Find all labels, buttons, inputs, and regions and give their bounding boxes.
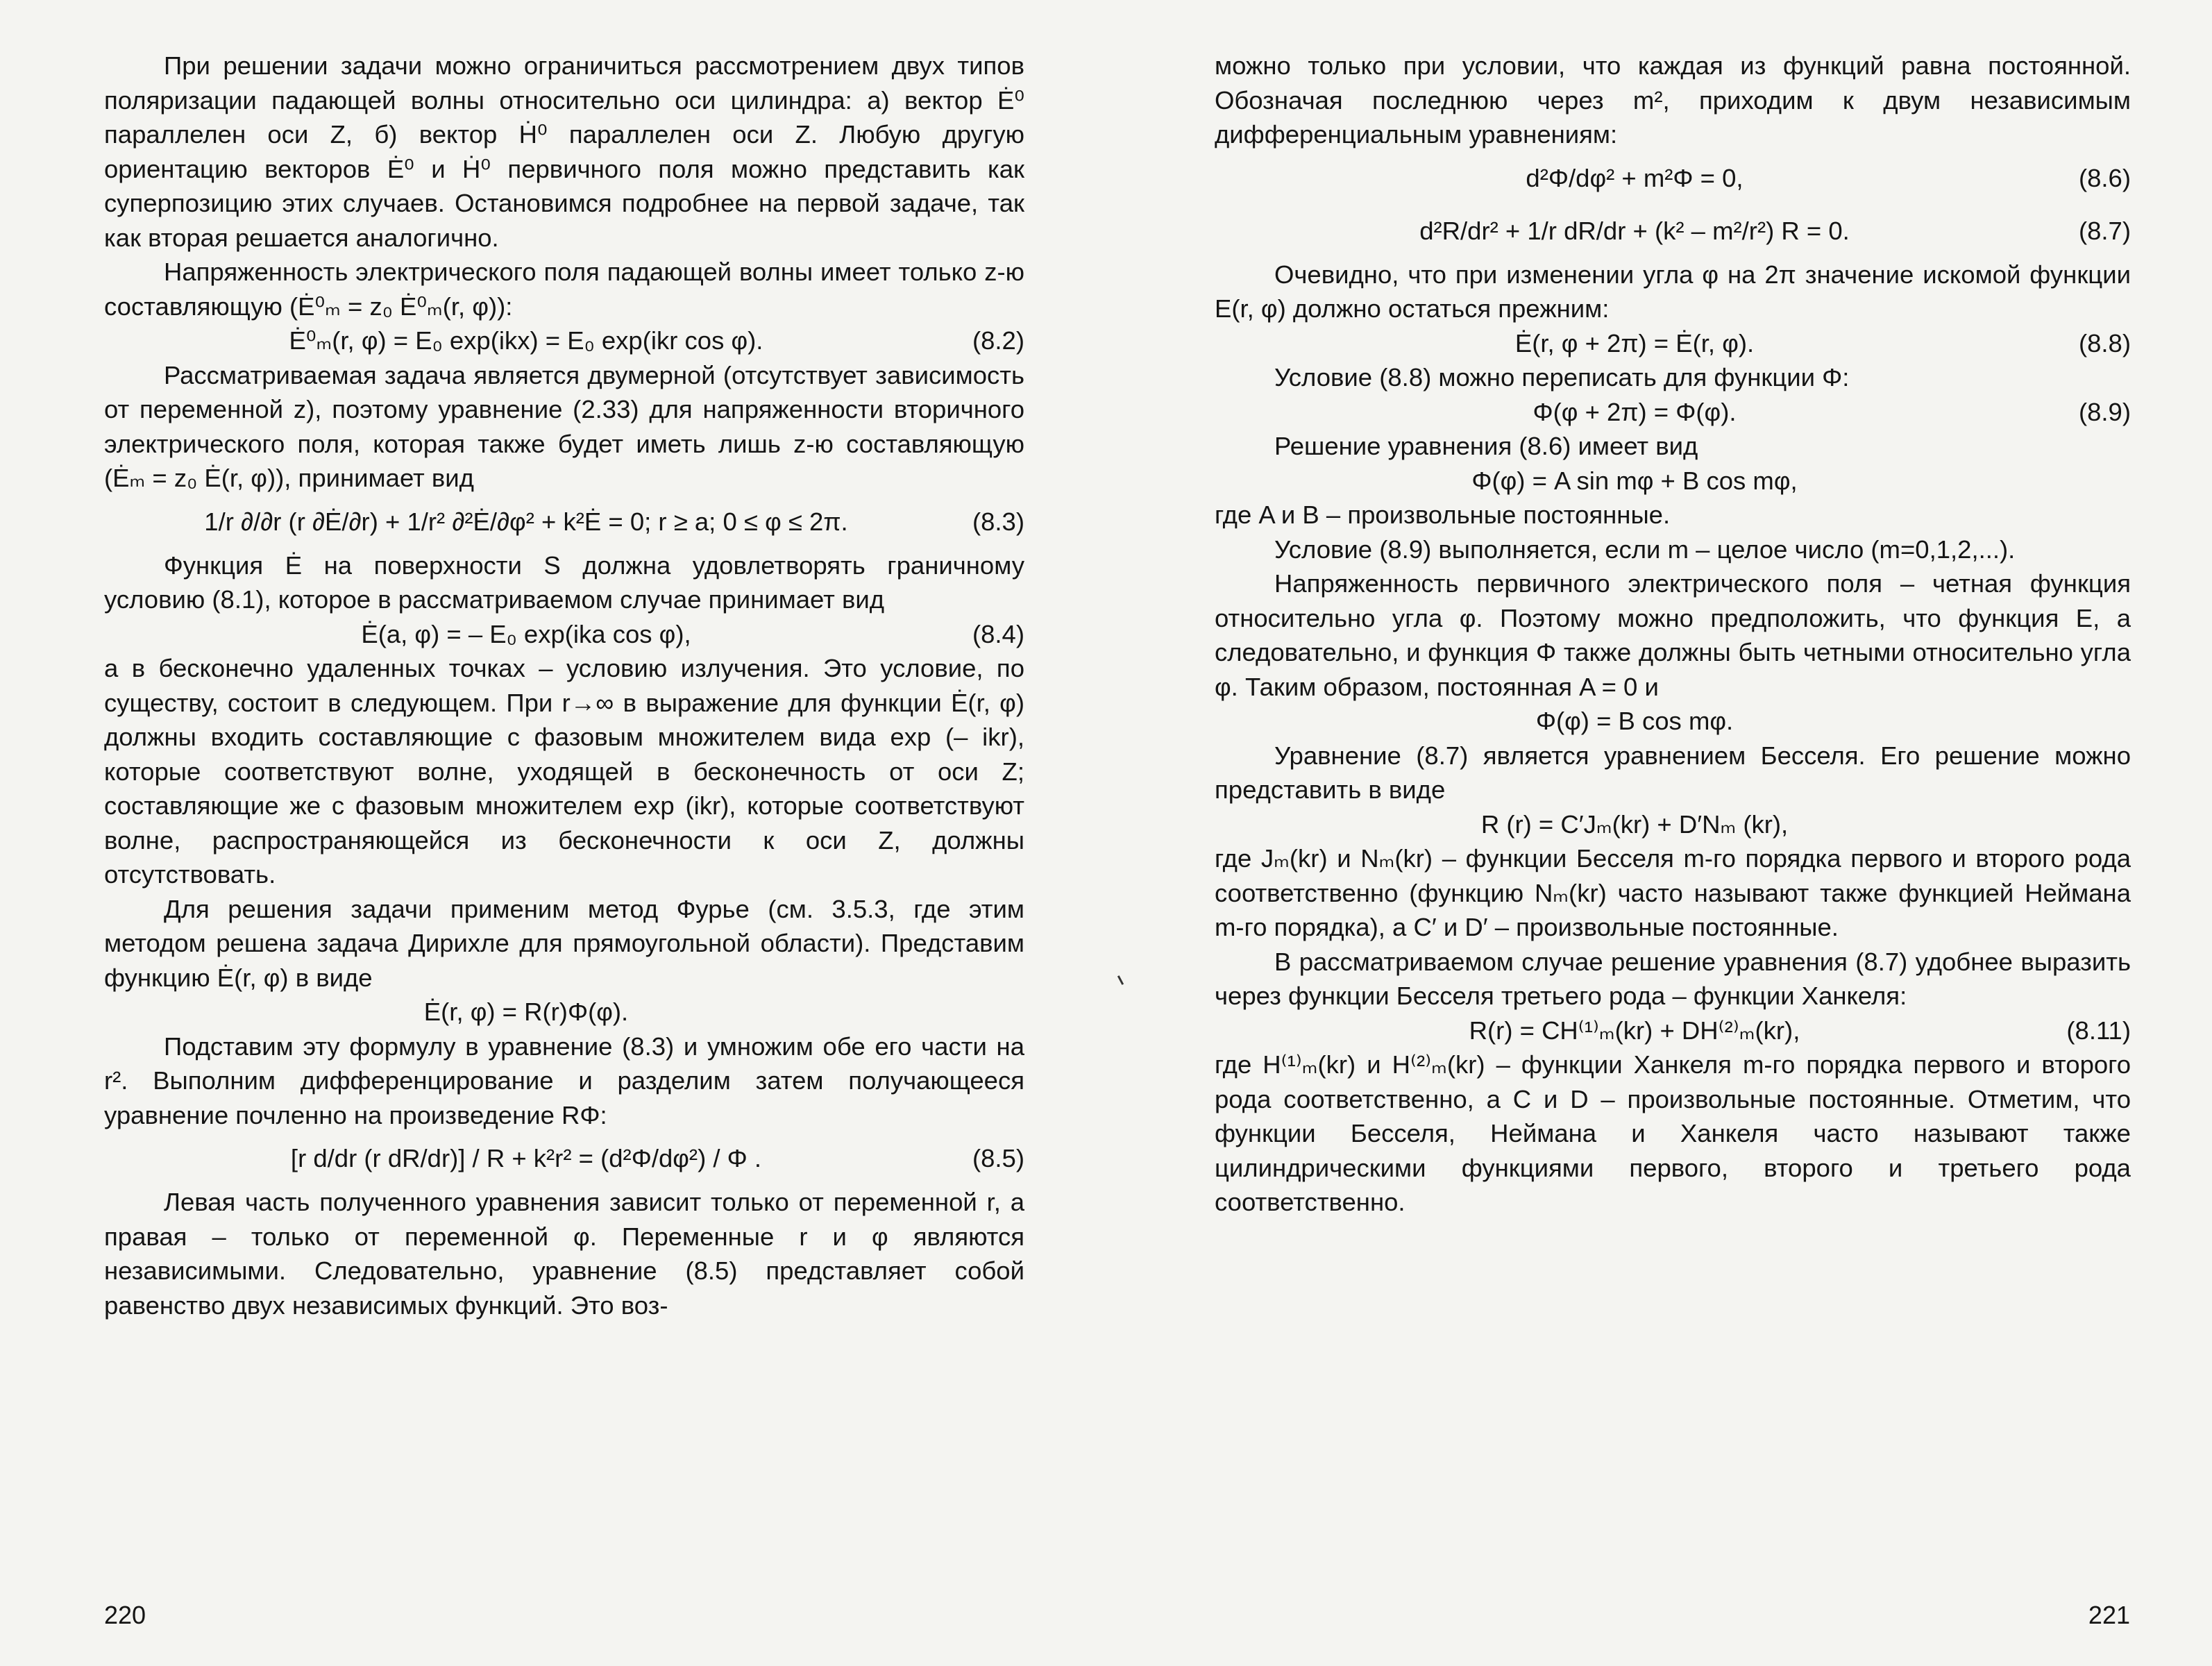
paragraph: При решении задачи можно ограничиться рассмотрением двух типов поляризации падающей волны относительно оси цилиндра: а) вектор Ė⁰ параллелен оси Z, б) вектор Ḣ⁰ параллелен оси Z. Любую другую ориентацию векторов Ė⁰ и Ḣ⁰ первичного поля можно представить как суперпозицию этих случаев. Остановимся подробнее на первой задаче, так как вторая решается аналогично. (104, 51, 1024, 252)
paragraph: где H⁽¹⁾ₘ(kr) и H⁽²⁾ₘ(kr) – функции Ханкеля m-го порядка первого и второго рода соответственно, а C и D – произвольные постоянные. Отметим, что функции Бесселя, Неймана и Ханкеля часто называют также цилиндрическими функциями первого, второго и третьего рода соответственно. (1215, 1050, 2131, 1216)
paragraph: Для решения задачи применим метод Фурье (см. 3.5.3, где этим методом решена задача Дирихле для прямоугольной области). Представим функцию Ė(r, φ) в виде (104, 894, 1024, 992)
paragraph: можно только при условии, что каждая из функций равна постоянной. Обозначая последнюю через m², приходим к двум независимым дифференциальным уравнениям: (1215, 51, 2131, 149)
paragraph: а в бесконечно удаленных точках – условию излучения. Это условие, по существу, состоит в следующем. При r→∞ в выражение для функции Ė(r, φ) должны входить составляющие с фазовым множителем вида exp (– ikr), которые соответствуют волне, уходящей в бесконечность от оси Z; составляющие же с фазовым множителем exp (ikr), которые соответствуют волне, распространяющейся из бесконечности к оси Z, должны отсутствовать. (104, 654, 1024, 889)
equation-number: (8.2) (972, 326, 1024, 355)
equation-body: R (r) = C′Jₘ(kr) + D′Nₘ (kr), (1480, 809, 1789, 839)
equation-body: Φ(φ) = B cos mφ. (1535, 707, 1734, 735)
equation-bessel-solution (1215, 807, 2131, 842)
equation-body: Φ(φ) = A sin mφ + B cos mφ, (1471, 466, 1798, 495)
equation-number: (8.7) (2078, 216, 2131, 245)
equation-number: (8.5) (972, 1144, 1024, 1172)
paragraph: Левая часть полученного уравнения зависит только от переменной r, а правая – только от переменной φ. Переменные r и φ являются независимыми. Следовательно, уравнение (8.5) представляет собой равенство двух независимых функций. Это воз- (104, 1188, 1024, 1320)
equation-8-9 (1215, 395, 2131, 430)
equation-number: (8.6) (2078, 163, 2131, 192)
paragraph: Напряженность электрического поля падающей волны имеет только z-ю составляющую (Ė⁰ₘ = z₀ Ė⁰ₘ(r, φ)): (104, 258, 1024, 321)
page-number: 220 (104, 1601, 146, 1629)
equation-phi-general (1215, 464, 2131, 498)
equation-body: [r d/dr (r dR/dr)] / R + k²r² = (d²Φ/dφ²) / Φ . (290, 1144, 762, 1172)
paragraph: Напряженность первичного электрического поля – четная функция относительно угла φ. Поэтому можно предположить, что функция E, а следовательно, и функция Φ также должны быть четными относительно угла φ. Таким образом, постоянная A = 0 и (1215, 569, 2131, 701)
equation-body: 1/r ∂/∂r (r ∂Ė/∂r) + 1/r² ∂²Ė/∂φ² + k²Ė = 0; r ≥ a; 0 ≤ φ ≤ 2π. (204, 507, 848, 536)
paragraph: В рассматриваемом случае решение уравнения (8.7) удобнее выразить через функции Бесселя третьего рода – функции Ханкеля: (1215, 947, 2131, 1010)
paragraph: Функция Ė на поверхности S должна удовлетворять граничному условию (8.1), которое в рассматриваемом случае принимает вид (104, 550, 1024, 614)
equation-number: (8.11) (2066, 1016, 2131, 1045)
equation-8-7 (1215, 205, 2131, 258)
equation-8-6 (1215, 152, 2131, 205)
paragraph: где Jₘ(kr) и Nₘ(kr) – функции Бесселя m-го порядка первого и второго рода соответственно (функцию Nₘ(kr) часто называют также функцией Неймана m-го порядка), а C′ и D′ – произвольные постоянные. (1215, 844, 2131, 941)
equation-8-5 (104, 1132, 1024, 1185)
paragraph: Уравнение (8.7) является уравнением Бесселя. Его решение можно представить в виде (1215, 741, 2131, 804)
right-column (1215, 49, 2131, 1220)
equation-separation (104, 995, 1024, 1029)
equation-phi-even (1215, 704, 2131, 739)
equation-body: Ė(a, φ) = – E₀ exp(ika cos φ), (361, 619, 691, 648)
equation-body: d²R/dr² + 1/r dR/dr + (k² – m²/r²) R = 0. (1419, 216, 1850, 245)
paragraph: Подставим эту формулу в уравнение (8.3) и умножим обе его части на r². Выполним дифференцирование и разделим затем получающееся уравнение почленно на произведение RΦ: (104, 1032, 1024, 1129)
equation-body: Φ(φ + 2π) = Φ(φ). (1533, 397, 1737, 426)
equation-number: (8.4) (972, 619, 1024, 648)
equation-number: (8.3) (972, 507, 1024, 536)
equation-body: Ė(r, φ + 2π) = Ė(r, φ). (1514, 328, 1755, 357)
equation-8-11 (1215, 1013, 2131, 1048)
equation-number: (8.8) (2078, 328, 2131, 357)
equation-body: Ė(r, φ) = R(r)Φ(φ). (423, 998, 629, 1026)
paragraph: Условие (8.8) можно переписать для функции Φ: (1274, 363, 1850, 392)
paragraph: Рассматриваемая задача является двумерной (отсутствует зависимость от переменной z), поэтому уравнение (2.33) для напряженности вторичного электрического поля, которая также будет иметь лишь z-ю составляющую (Ėₘ = z₀ Ė(r, φ)), принимает вид (104, 360, 1024, 492)
equation-body: d²Φ/dφ² + m²Φ = 0, (1526, 163, 1744, 192)
equation-8-4 (104, 617, 1024, 652)
paragraph: Очевидно, что при изменении угла φ на 2π значение искомой функции E(r, φ) должно остаться прежним: (1215, 260, 2131, 323)
equation-8-2 (104, 323, 1024, 358)
page-number: 221 (2088, 1601, 2130, 1629)
left-column (104, 49, 1024, 1322)
paragraph: Решение уравнения (8.6) имеет вид (1274, 432, 1698, 460)
right-page (1106, 0, 2212, 1666)
equation-body: R(r) = CH⁽¹⁾ₘ(kr) + DH⁽²⁾ₘ(kr), (1469, 1016, 1800, 1045)
equation-8-3 (104, 496, 1024, 548)
equation-number: (8.9) (2078, 397, 2131, 426)
paragraph: где A и B – произвольные постоянные. (1215, 500, 1671, 529)
equation-8-8 (1215, 326, 2131, 361)
paragraph: Условие (8.9) выполняется, если m – целое число (m=0,1,2,...). (1274, 535, 2016, 564)
equation-body: Ė⁰ₘ(r, φ) = E₀ exp(ikx) = E₀ exp(ikr cos φ). (289, 326, 763, 355)
